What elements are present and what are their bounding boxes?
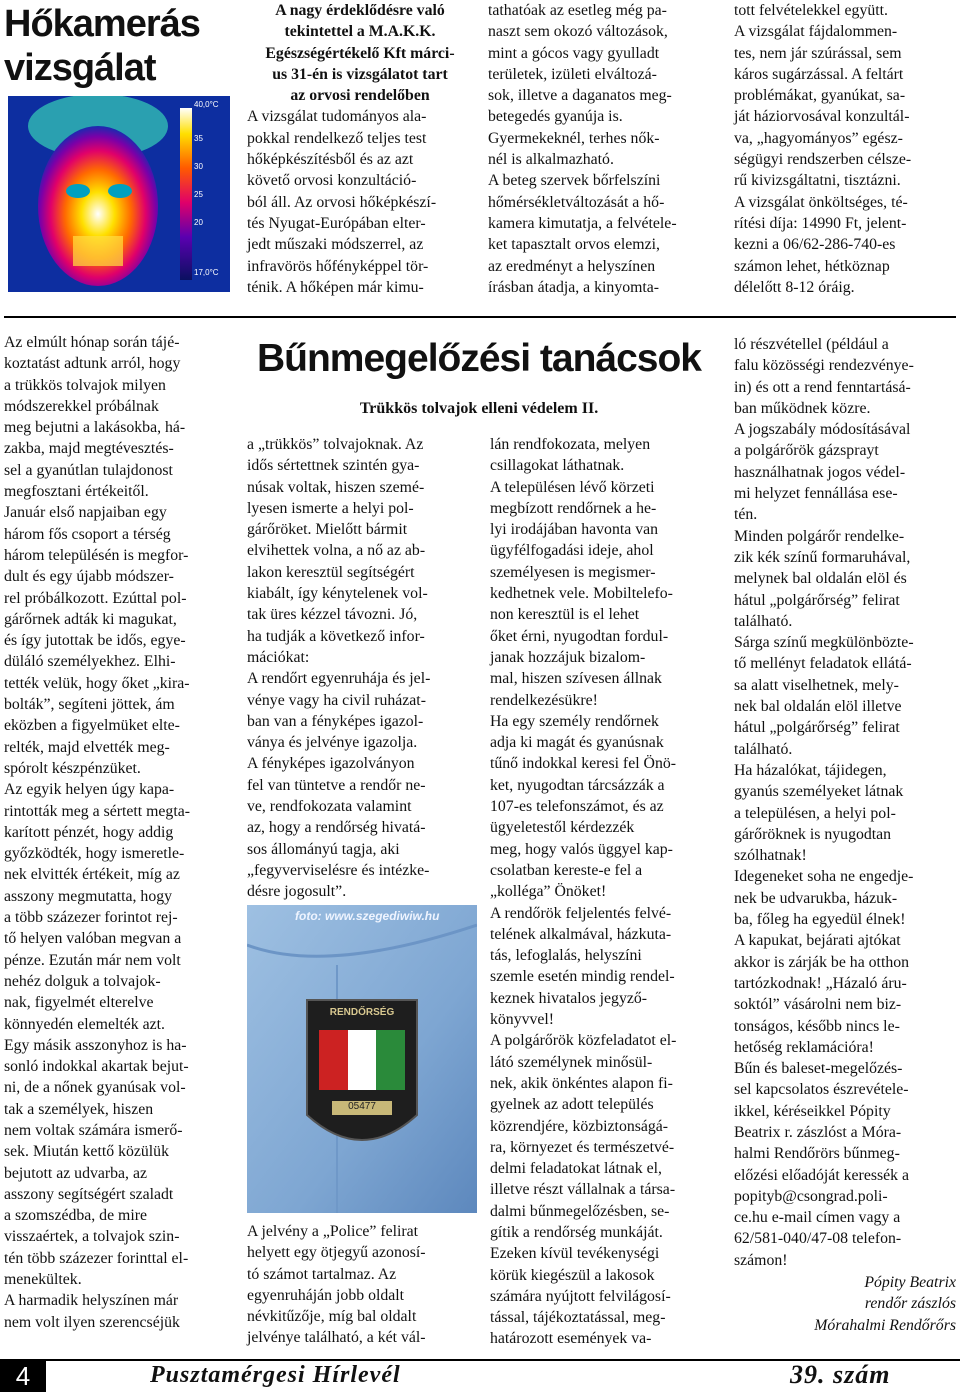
page-number-box [0, 1361, 46, 1392]
text-line: Idegeneket soha ne engedje- [734, 868, 914, 886]
text-line: tűnő indokkal keresi fel Önö- [490, 755, 677, 773]
text-line: keznek hivatalos jegyző- [490, 989, 648, 1007]
text-line: illetve részt vállalnak a társa- [490, 1181, 676, 1199]
text-line: három fős csoport a térség [4, 525, 171, 543]
text-line: dalmi bűnmegelőzésben, se- [490, 1202, 670, 1220]
text-line: megbízott rendőrnek a he- [490, 499, 657, 517]
text-line: tással, tájékoztatással, meg- [490, 1309, 666, 1327]
text-line: tés Nyugat-Európában elter- [247, 214, 426, 232]
text-line: hőmérsékletváltozását a hő- [488, 193, 665, 211]
text-line: névkitűzője, míg bal oldalt [247, 1308, 417, 1326]
scale-label: 25 [194, 190, 203, 199]
text-line: zakba, majd megtévesztés- [4, 440, 174, 458]
text-line: a településen, a helyi pol- [734, 804, 896, 822]
text-line: Január első napjaiban egy [4, 504, 167, 522]
text-line: hőképkészítésből és az azt [247, 151, 414, 169]
text-line: pokkal rendelkező teljes test [247, 129, 427, 147]
text-line: A kapukat, bejárati ajtókat [734, 932, 901, 950]
text-line: nem volt ilyen szerencséjük [4, 1313, 180, 1331]
text-line: A vizsgálat fájdalommen- [734, 23, 898, 41]
text-line: megfosztani értékeitől. [4, 483, 149, 501]
headline-line: vizsgálat [4, 47, 156, 89]
bottom-column-4 [734, 334, 956, 1271]
text-line: a szomszédba, de mire [4, 1207, 147, 1225]
text-line: 62/581-040/47-08 telefon- [734, 1230, 902, 1248]
text-line: problémákat, gyanúkat, sa- [734, 87, 906, 105]
text-line: tott felvételekkel együtt. [734, 2, 888, 19]
scale-label: 35 [194, 134, 203, 143]
text-line: Sárga színű megkülönbözte- [734, 634, 914, 652]
text-line: Beatrix r. zászlóst a Móra- [734, 1123, 902, 1141]
text-line: sek. Miután kettő közülük [4, 1143, 169, 1161]
text-line: tonságos, később nincs le- [734, 1017, 900, 1035]
text-line: 107-es telefonszámot, és az [490, 798, 664, 816]
text-line: akkor is zárják be ha otthon [734, 953, 910, 971]
text-line: visszaértek, a tolvajok szin- [4, 1228, 180, 1246]
text-line: tathatóak az esetleg még pa- [488, 2, 667, 19]
text-line: tekintettel a M.A.K.K. [284, 23, 436, 41]
signature-line: Pópity Beatrix [864, 1274, 956, 1291]
text-line: Ha egy személy rendőrnek [490, 712, 659, 730]
text-line: Gyermekeknél, terhes nők- [488, 129, 660, 147]
text-line: nak, figyelmét elterelve [4, 994, 154, 1012]
text-line: Ezeken kívül tevékenységi [490, 1245, 660, 1263]
scale-label: 17,0°C [194, 268, 219, 277]
text-line: rendelkezésükre! [490, 691, 598, 709]
text-line: lán rendfokozata, melyen [490, 436, 651, 453]
text-line: személyesen is megismer- [490, 563, 656, 581]
text-line: a több százezer forintot rej- [4, 909, 178, 927]
text-line: közrendjére, közbiztonságá- [490, 1117, 669, 1135]
text-line: található. [734, 740, 793, 758]
text-line: a polgárőrök gázsprayt [734, 442, 879, 460]
text-line: A rendőrt egyenruhája és jel- [247, 670, 431, 688]
text-line: asszony megmutatta, hogy [4, 887, 173, 905]
text-line: karított pénzét, hogy addig [4, 823, 174, 841]
signature-line: rendőr zászlós [864, 1295, 956, 1313]
scale-label: 40,0°C [194, 100, 219, 109]
text-line: bolták”, segíteni jöttek, ám [4, 696, 175, 714]
text-line: gyanús személyeket látnak [734, 783, 904, 801]
text-line: jelvénye található, a két vál- [247, 1329, 426, 1347]
section-divider [4, 316, 956, 318]
text-line: Az egyik helyen úgy kapa- [4, 781, 175, 799]
text-line: nem voltak számára ismerő- [4, 1121, 183, 1139]
text-line: tartózkodnak! „Házaló áru- [734, 974, 907, 992]
text-line: A nagy érdeklődésre való [275, 2, 445, 19]
headline-hokameras [4, 2, 234, 90]
text-line: ségügyi rendszerben célsze- [734, 151, 912, 169]
text-line: koztatást adtunk arról, hogy [4, 355, 181, 373]
signature-line: Mórahalmi Rendőrőrs [814, 1316, 956, 1334]
text-line: halmi Rendőrörs bűnmeg- [734, 1145, 900, 1163]
text-line: A rendőrök feljelentés felvé- [490, 904, 672, 922]
text-line: számon lehet, hétköznap [734, 257, 890, 275]
text-line: található. [734, 612, 793, 630]
text-line: nek be udvarukba, házuk- [734, 889, 898, 907]
text-line: hetőség reklamációra! [734, 1038, 874, 1056]
text-line: désre jogosult”. [247, 883, 347, 901]
text-line: A jogszabály módosításával [734, 421, 911, 439]
text-line: betegedés gyanúja is. [488, 108, 623, 126]
text-line: szemle esetén mindig rendel- [490, 968, 675, 986]
scale-label: 20 [194, 218, 203, 227]
bottom-column-2-top [247, 434, 473, 903]
text-line: bejutott az udvarba, az [4, 1164, 147, 1182]
text-line: mint a gócos vagy gyulladt [488, 44, 660, 62]
text-line: delmi feladatokat látnak el, [490, 1160, 662, 1178]
text-line: dult és egy újabb módszer- [4, 568, 174, 586]
text-line: nek elvitték értékeit, míg az [4, 866, 180, 884]
text-line: Egészségértékelő Kft márci- [265, 44, 455, 62]
text-line: elvihettek volna, a nő az ab- [247, 542, 426, 560]
text-line: kiabált, így kénytelenek vol- [247, 585, 428, 603]
text-line: núsak voltak, hiszen szemé- [247, 478, 425, 496]
text-line: előzési előadóját keressék a [734, 1166, 909, 1184]
text-line: rű kivizsgáltatni, tisztázni. [734, 172, 901, 190]
text-line: sel a gyanútlan tulajdonost [4, 461, 173, 479]
text-line: gárőröknek is nyugodtan [734, 825, 892, 843]
text-line: mációkat: [247, 648, 310, 666]
subheadline: Trükkös tolvajok elleni védelem II. [359, 400, 599, 417]
text-line: használhatnak jogos védel- [734, 463, 906, 481]
text-line: ikkel, kéréseikkel Pópity [734, 1102, 891, 1120]
text-line: gítik a rendőrség munkáját. [490, 1223, 663, 1241]
text-line: düláló személyekhez. Elhi- [4, 653, 176, 671]
text-line: tén több százezer forinttal el- [4, 1249, 189, 1267]
text-line: vénye vagy ha civil ruházat- [247, 691, 426, 709]
text-line: ban van a fényképes igazol- [247, 712, 424, 730]
text-line: ha tudják a következő infor- [247, 627, 425, 645]
text-line: mal, hiszen szívesen állnak [490, 670, 662, 688]
text-line: jedt műszaki módszerrel, az [247, 236, 424, 254]
text-line: őket érni, nyugodtan fordul- [490, 627, 669, 645]
text-line: Minden polgárőr rendelke- [734, 527, 905, 545]
text-line: A fényképes igazolványon [247, 755, 415, 773]
text-line: spórolt készpénzüket. [4, 759, 141, 777]
text-line: ni, de a nőnek gyanúsak vol- [4, 1079, 186, 1097]
text-line: asszony segítségért szaladt [4, 1185, 174, 1203]
lead-text [247, 0, 473, 106]
text-line: A harmadik helyszínen már [4, 1292, 179, 1310]
text-line: számon! [734, 1251, 788, 1269]
text-line: „fegyverviselésre és intézke- [247, 861, 430, 879]
text-line: győzködték, hogy ismeretle- [4, 845, 185, 863]
headline-line: Hőkamerás [4, 3, 200, 45]
text-line: soktól” vásárolni nem biz- [734, 996, 902, 1014]
text-line: nél is alkalmazható. [488, 151, 614, 169]
text-line: meg, hogy valós üggyel kap- [490, 840, 673, 858]
text-line: káros sugárzással. A feltárt [734, 65, 904, 83]
text-line: tették velük, hogy őket „kira- [4, 674, 190, 692]
text-line: A vizsgálat tudományos ala- [247, 108, 427, 126]
top-column-4 [734, 0, 956, 298]
text-line: nehéz dolguk a tolvajok- [4, 972, 161, 990]
text-line: us 31-én is vizsgálatot tart [272, 65, 448, 83]
text-line: három településén is megfor- [4, 546, 189, 564]
text-line: látó személynek minősül- [490, 1053, 653, 1071]
text-line: idős sértettnek szintén gya- [247, 457, 420, 475]
text-line: menekültek. [4, 1271, 82, 1289]
text-line: ványa és jelvénye igazolja. [247, 734, 418, 752]
text-line: meg bejutni a lakásokba, há- [4, 419, 186, 437]
thermal-image [8, 96, 230, 292]
text-line: telének alkalmával, házkuta- [490, 925, 672, 943]
text-line: az, hogy a rendőrség hivatá- [247, 819, 426, 837]
text-line: írásban átadja, a kinyomta- [488, 278, 660, 296]
text-line: ból áll. Az orvosi hőképkészí- [247, 193, 437, 211]
text-line: A polgárőrök közfeladatot el- [490, 1032, 677, 1050]
text-line: ló részvétellel (például a [734, 336, 889, 353]
text-line: módszerekkel próbálnak [4, 397, 159, 415]
text-line: és így jutottak be idős, egye- [4, 632, 186, 650]
text-line: ját háziorvosával konzultál- [734, 108, 910, 126]
headline-bunmegelozes: Bűnmegelőzési tanácsok [257, 337, 701, 380]
text-line: helyett egy ötjegyű azonosí- [247, 1244, 426, 1262]
issue-number: 39. szám [790, 1360, 891, 1389]
text-line: tes, nem jár szúrással, sem [734, 44, 902, 62]
top-column-2 [247, 0, 473, 298]
text-line: tak üres kézzel távozni. Jó, [247, 606, 418, 624]
text-line: határozott események va- [490, 1330, 652, 1348]
text-line: tő mellényt feladatok ellátá- [734, 655, 912, 673]
text-line: egyenruháján jobb oldalt [247, 1286, 405, 1304]
text-line: eközben a figyelmüket elte- [4, 717, 180, 735]
photo-credit: foto: www.szegediwiw.hu [295, 909, 440, 923]
text-line: követő orvosi konzultáció- [247, 172, 417, 190]
text-line: A jelvény a „Police” felirat [247, 1223, 419, 1240]
text-line: ba, főleg ha egyedül élnek! [734, 911, 906, 929]
text-line: az orvosi rendelőben [290, 87, 430, 105]
text-line: könnyedén elemelték azt. [4, 1015, 165, 1033]
text-line: tó számot tartalmaz. Az [247, 1265, 397, 1283]
text-line: délelőtt 8-12 óráig. [734, 278, 855, 296]
text-line: területek, izületi elváltozá- [488, 65, 657, 83]
badge-number: 05477 [348, 1101, 376, 1112]
page-footer [0, 1356, 960, 1392]
text-line: Ha házalókat, tájidegen, [734, 761, 887, 779]
text-line: pénze. Ezután már nem volt [4, 951, 181, 969]
badge-text: RENDŐRSÉG [329, 1007, 395, 1018]
text-line: melynek bal oldalán elöl és [734, 570, 907, 588]
text-line: janak hozzájuk bizalom- [490, 648, 646, 666]
text-line: Bűn és baleset-megelőzés- [734, 1060, 903, 1078]
text-line: lakon keresztül segítségért [247, 563, 415, 581]
text-line: A beteg szervek bőrfelszíni [488, 172, 661, 190]
text-line: va, „hagyományos” egész- [734, 129, 903, 147]
text-line: lyi irodájában havonta van [490, 521, 659, 539]
text-line: ügyeletestől kérdezzék [490, 819, 635, 837]
text-line: non keresztül is el lehet [490, 606, 640, 624]
text-line: Az elmúlt hónap során tájé- [4, 334, 180, 351]
text-line: tás, lefoglalás, helyszíni [490, 947, 642, 965]
text-line: zik kék színű formaruhával, [734, 548, 911, 566]
text-line: hátul „polgárőrség” felirat [734, 719, 900, 737]
text-line: fel van tüntetve a rendőr ne- [247, 776, 426, 794]
text-line: A vizsgálat önköltséges, té- [734, 193, 908, 211]
text-line: számára nyújtott felvilágosí- [490, 1287, 671, 1305]
text-line: ket, nyugodtan tárcsázzák a [490, 776, 665, 794]
text-line: sos állományú tagja, aki [247, 840, 400, 858]
text-line: nek, akik önkéntes alapon fi- [490, 1074, 673, 1092]
text-line: tő helyen valóban megvan a [4, 930, 182, 948]
text-line: gárőröket. Mielőtt bármit [247, 521, 408, 539]
text-line: a trükkös tolvajok milyen [4, 376, 166, 394]
text-line: rel próbálkozott. Ezúttal pol- [4, 589, 187, 607]
police-badge-photo [247, 905, 477, 1213]
text-line: sa alatt viselhetnek, mely- [734, 676, 899, 694]
text-line: relték, majd elvették meg- [4, 738, 170, 756]
text-line: sok, illetve a daganatos meg- [488, 87, 672, 105]
text-line: infravörös hőfényképpel tör- [247, 257, 429, 275]
text-line: tak a személyek, hiszen [4, 1100, 154, 1118]
bottom-column-2-bottom [247, 1221, 473, 1349]
text-line: az eredményt a helyszínen [488, 257, 656, 275]
text-line: rintották meg a sértett megta- [4, 802, 190, 820]
thermal-scale [194, 100, 219, 278]
page-number: 4 [15, 1361, 31, 1391]
text-line: szólhatnak! [734, 847, 807, 865]
text-line: a „trükkös” tolvajoknak. Az [247, 436, 424, 453]
text-line: sonló indokkal akartak bejut- [4, 1058, 189, 1076]
text-line: A településen lévő körzeti [490, 478, 655, 496]
bottom-column-1 [4, 332, 226, 1333]
text-line: sel kapcsolatos észrevétele- [734, 1081, 909, 1099]
text-line: in) és ott a rend fenntartásá- [734, 378, 911, 396]
text-line: nek bal oldalán elöl illetve [734, 698, 902, 716]
text-line: ténik. A hőképen már kimu- [247, 278, 424, 296]
text-line: rítési díja: 14990 Ft, jelent- [734, 214, 907, 232]
text-line: falu közösségi rendezvénye- [734, 357, 914, 375]
text-line: csillagokat láthatnak. [490, 457, 625, 475]
text-line: kezni a 06/62-286-740-es [734, 236, 896, 254]
text-line: naszt sem okozó változások, [488, 23, 668, 41]
text-line: mi helyzet fennállása ese- [734, 485, 898, 503]
text-line: adja ki magát és gyanúsnak [490, 734, 664, 752]
text-line: Egy másik asszonyhoz is ha- [4, 1036, 187, 1054]
text-line: tén. [734, 506, 758, 524]
text-line: kamera kimutatja, a felvétele- [488, 214, 677, 232]
text-line: „kolléga” Önöket! [490, 883, 607, 901]
text-line: ve, rendfokozata valamint [247, 798, 412, 816]
text-line: ket tapasztalt orvos elemzi, [488, 236, 660, 254]
text-line: csolatban kereste-e fel a [490, 861, 643, 879]
text-line: ra, környezet és természetvé- [490, 1138, 675, 1156]
text-line: gyelnek az adott település [490, 1096, 654, 1114]
publication-name: Pusztamérgesi Hírlevél [150, 1362, 401, 1388]
text-line: kedhetnek vele. Mobiltelefo- [490, 585, 673, 603]
text-line: körük kiegészül a lakosok [490, 1266, 655, 1284]
badge-graphic [247, 905, 477, 1213]
body-text [247, 106, 473, 298]
signature [734, 1272, 956, 1336]
text-line: lyesen ismerte a helyi pol- [247, 499, 414, 517]
text-line: gárőrnek adták ki magukat, [4, 610, 177, 628]
text-line: popityb@csongrad.poli- [734, 1187, 888, 1205]
text-line: ügyfélfogadási ideje, ahol [490, 542, 654, 560]
top-column-3 [488, 0, 714, 298]
bottom-column-3 [490, 434, 714, 1350]
scale-label: 30 [194, 162, 203, 171]
text-line: ban működnek közre. [734, 399, 871, 417]
text-line: hátul „polgárőrség” felirat [734, 591, 900, 609]
text-line: ce.hu e-mail címen vagy a [734, 1209, 901, 1227]
text-line: könyvvel! [490, 1011, 555, 1029]
